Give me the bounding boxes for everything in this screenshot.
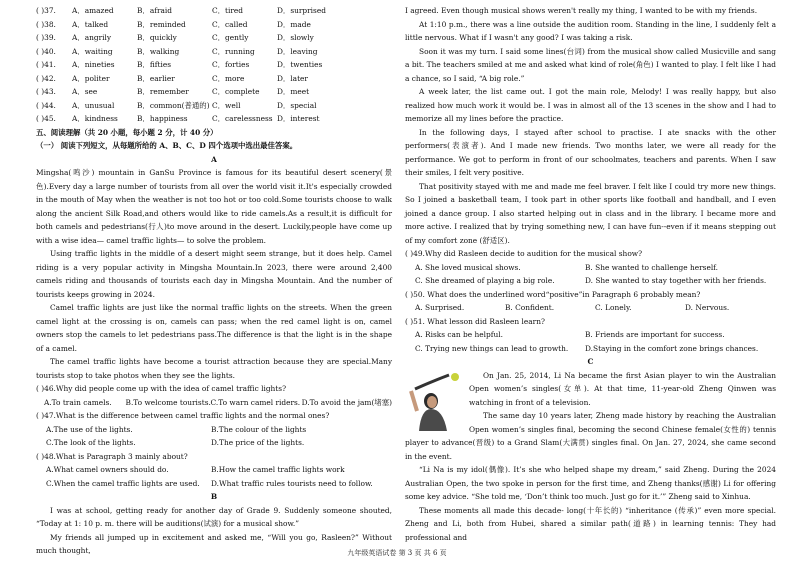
q49-option-c[interactable]: C. She dreamed of playing a big role.	[415, 276, 555, 285]
passage-a-para-2: Using traffic lights in the middle of a desert might seem strange, but it does help. Camel riding is a very popular activity in Mingsha Mountain.In 2023, there were around 2,400 camels riding and thousands of tourists each day in Mingsha Mountain. And the number of tourists keeps growing in 2024.	[36, 249, 392, 299]
question-47-options-ab	[36, 423, 392, 437]
question-51-options-cd	[405, 342, 776, 356]
cloze-question-number: ( )37.	[36, 6, 56, 15]
q50-option-b[interactable]: B. Confident.	[505, 303, 555, 312]
cloze-option-c[interactable]: C．carelessness	[212, 114, 273, 123]
cloze-option-a[interactable]: A．angrily	[72, 33, 112, 42]
cloze-option-b[interactable]: B．common(普通的)	[137, 100, 210, 110]
passage-b-para-3: At 1:10 p.m., there was a line outside the audition room. Standing in the line, I suddenly felt a little nervous. What if I wasn't any good? I was taking a risk.	[405, 19, 776, 42]
cloze-option-b[interactable]: B．happiness	[137, 114, 188, 123]
passage-a-para-3: Camel traffic lights are just like the normal traffic lights on the streets. When the green camel light at the crossing is on, camels can pass; when the red camel light is on, camel owners stop the camels to let pedestrians pass.The difference is that the light is in the shape of a camel.	[36, 303, 392, 353]
passage-c-para-1: On Jan. 25, 2014, Li Na became the first Asian player to win the Australian Open women’s singles(女单). At that time, 11-year-old Zheng Qinwen was watching in front of a television.	[469, 370, 776, 407]
cloze-option-b[interactable]: B．quickly	[137, 33, 177, 42]
q47-option-b[interactable]: B.The colour of the lights	[211, 424, 307, 434]
question-49: ( )49.Why did Rasleen decide to audition for the musical show?	[405, 249, 643, 258]
cloze-option-a[interactable]: A．unusual	[72, 100, 115, 110]
cloze-option-b[interactable]: B．remember	[137, 87, 189, 96]
passage-b-label: B	[210, 492, 218, 501]
cloze-question-row	[36, 72, 392, 86]
passage-b-para-7: That positivity stayed with me and made me feel braver. I felt like I could try more new things. So I joined a basketball team, I took part in other sports like football and handball, and I even joined a dance group. I also started helping out in class and in the library. I became more and more active. I realized that by trying something new, I can have fun--even if it means stepping out of my comfort zone (舒适区).	[405, 181, 776, 245]
passage-b-para-1: I was at school, getting ready for another day of Grade 9. Suddenly someone shouted, “Today at 1: 10 p. m. there will be auditions(试演) for a musical show.”	[36, 505, 392, 528]
q48-option-c[interactable]: C.When the camel traffic lights are used.	[46, 478, 200, 488]
cloze-question-row	[36, 4, 392, 18]
passage-b-para-5: A week later, the list came out. I got the main role, Melody! I was really happy, but also realized how much work it would be. I was in almost all of the 13 scenes in the show and I had to memorize all my lines before the practice.	[405, 87, 776, 123]
cloze-option-a[interactable]: A．amazed	[72, 6, 114, 15]
passage-b-para-6: In the following days, I stayed after school to practise. I ate snacks with the other performers(表演者). And I made new friends. Two months later, we were all ready for the performance. We got to perform in front of our schoolmates, teachers and parents. When I saw their smiles, I felt very positive.	[405, 127, 776, 177]
question-47-options-cd	[36, 436, 392, 450]
q51-option-a[interactable]: A. Risks can be helpful.	[415, 330, 503, 339]
cloze-option-a[interactable]: A．waiting	[72, 46, 113, 56]
cloze-question-number: ( )43.	[36, 87, 56, 96]
question-51-options-ab	[405, 328, 776, 342]
q47-option-d[interactable]: D.The price of the lights.	[211, 438, 305, 447]
question-50: ( )50. What does the underlined word“positive”in Paragraph 6 probably mean?	[405, 289, 701, 299]
passage-c-para-2: The same day 10 years later, Zheng made history by reaching the Australian Open women’s singles final, becoming the second Chinese female(女性的) tennis player to advance(晋级) to a Grand Slam(大满贯) singles final. On Jan. 27, 2024, she came second in the event.	[405, 411, 776, 461]
cloze-option-b[interactable]: B．earlier	[137, 73, 175, 83]
cloze-option-d[interactable]: D．later	[277, 73, 308, 83]
question-49-options-ab	[405, 261, 776, 275]
cloze-option-a[interactable]: A．see	[72, 87, 98, 96]
cloze-options	[36, 4, 392, 126]
cloze-option-d[interactable]: D．special	[277, 100, 317, 110]
question-46: ( )46.Why did people come up with the idea of camel traffic lights?	[36, 384, 287, 393]
q51-option-c[interactable]: C. Trying new things can lead to growth.	[415, 343, 569, 353]
cloze-question-row	[36, 31, 392, 45]
q46-option-a[interactable]: A.To train camels.	[44, 397, 112, 407]
passage-c-label: C	[587, 357, 594, 366]
question-49-options-cd	[405, 274, 776, 288]
q49-option-b[interactable]: B. She wanted to challenge herself.	[585, 262, 718, 272]
q48-option-a[interactable]: A.What camel owners should do.	[46, 465, 169, 474]
q46-option-d[interactable]: D.To avoid the jam(堵塞)	[301, 397, 392, 407]
cloze-option-d[interactable]: D．leaving	[277, 46, 318, 56]
question-46-options	[36, 396, 392, 410]
cloze-option-c[interactable]: C．well	[212, 100, 241, 110]
cloze-option-d[interactable]: D．twenties	[277, 60, 323, 69]
q46-option-c[interactable]: C.To warn camel riders.	[210, 397, 301, 407]
cloze-option-d[interactable]: D．slowly	[277, 33, 314, 42]
question-48-options-cd	[36, 477, 392, 491]
cloze-option-d[interactable]: D．made	[277, 19, 311, 29]
passage-a-para-4: The camel traffic lights have become a tourist attraction because they are special.Many tourists stop to take photos when they see the lights.	[36, 357, 392, 380]
cloze-question-row	[36, 58, 392, 72]
cloze-option-c[interactable]: C．more	[212, 73, 245, 83]
q51-option-b[interactable]: B. Friends are important for success.	[585, 330, 725, 339]
cloze-question-number: ( )41.	[36, 60, 56, 69]
cloze-question-row	[36, 99, 392, 113]
question-48: ( )48.What is Paragraph 3 mainly about?	[36, 451, 188, 461]
q48-option-d[interactable]: D.What traffic rules tourists need to follow.	[211, 478, 373, 488]
cloze-option-a[interactable]: A．talked	[72, 19, 109, 29]
cloze-option-b[interactable]: B．reminded	[137, 19, 186, 29]
q47-option-c[interactable]: C.The look of the lights.	[46, 438, 136, 447]
question-50-options	[405, 301, 776, 315]
passage-a-para-1: Mingsha(鸣沙) mountain in GanSu Province is famous for its beautiful desert scenery(景色).Every day a large number of tourists from all over the world visit it.It's especially crowded in the mouth of May when the weather is not too hot or too cold.Some tourists choose to walk along the ancient Silk Road,and others would like to ride camels.As a result,it is difficult for both camels and pedestrians(行人)to move around in the desert. Luckily,people have come up with a wise idea— camel traffic lights— to solve the problem.	[36, 168, 392, 245]
section-instruction: （一） 阅读下列短文，从每题所给的 A、B、C、D 四个选项中选出最佳答案。	[36, 141, 298, 150]
question-48-options-ab	[36, 463, 392, 477]
section-title: 五、阅读理解（共 20 小题，每小题 2 分，计 40 分）	[36, 127, 218, 137]
q50-option-d[interactable]: D. Nervous.	[685, 303, 730, 312]
question-47: ( )47.What is the difference between camel traffic lights and the normal ones?	[36, 411, 330, 420]
cloze-question-number: ( )38.	[36, 19, 56, 29]
cloze-question-row	[36, 45, 392, 59]
cloze-question-row	[36, 112, 392, 126]
cloze-option-d[interactable]: D．meet	[277, 87, 310, 96]
q47-option-a[interactable]: A.The use of the lights.	[46, 424, 133, 434]
q50-option-c[interactable]: C. Lonely.	[595, 303, 632, 312]
cloze-option-c[interactable]: C．running	[212, 46, 255, 56]
cloze-option-c[interactable]: C．forties	[212, 60, 250, 69]
cloze-option-b[interactable]: B．afraid	[137, 6, 172, 15]
passage-b-para-2-cont: I agreed. Even though musical shows weren't really my thing, I wanted to be with my friends.	[405, 6, 758, 15]
q48-option-b[interactable]: B.How the camel traffic lights work	[211, 465, 345, 474]
passage-b-para-4: Soon it was my turn. I said some lines(台词) from the musical show called Musicville and sang a bit. The teachers smiled at me and asked what kind of role(角色) I wanted to play. I felt like I had a chance, so I said, “A big role.”	[405, 46, 776, 83]
passage-c-para-4: These moments all made this decade- long(十年长的) “inheritance (传承)” even more special. Zheng and Li, both from Hubei, shared a similar path(道路) in learning tennis: They had professional and	[405, 505, 776, 542]
tennis-ball-icon	[451, 373, 459, 381]
q49-option-d[interactable]: D. She wanted to stay together with her friends.	[585, 276, 767, 285]
passage-c-para-3: “Li Na is my idol(偶像). It’s she who helped shape my dream,” said Zheng. During the 2024 Australian Open, the two spoke in person for the first time, and Zheng thanks(感谢) Li for offering some key advice. “She told me, ‘Don’t think too much. Just go for it.’” Zheng said to Xinhua.	[405, 465, 776, 501]
cloze-option-c[interactable]: C．gently	[212, 33, 249, 42]
cloze-option-c[interactable]: C．tired	[212, 6, 244, 15]
cloze-question-number: ( )39.	[36, 33, 56, 42]
passage-a-label: A	[211, 154, 217, 164]
cloze-question-number: ( )40.	[36, 46, 56, 56]
cloze-question-number: ( )45.	[36, 114, 56, 123]
cloze-option-c[interactable]: C．complete	[212, 87, 260, 96]
cloze-option-b[interactable]: B．walking	[137, 46, 180, 56]
cloze-option-d[interactable]: D．interest	[277, 114, 320, 123]
q51-option-d[interactable]: D.Staying in the comfort zone brings chances.	[585, 343, 759, 353]
q46-option-b[interactable]: B.To welcome tourists.	[125, 397, 211, 407]
passage-c-body	[405, 369, 776, 545]
cloze-option-a[interactable]: A．politer	[72, 73, 110, 83]
cloze-question-number: ( )44.	[36, 100, 56, 110]
tennis-player-photo	[405, 371, 463, 431]
cloze-question-row	[36, 85, 392, 99]
cloze-option-c[interactable]: C．called	[212, 19, 248, 29]
page-footer: 九年级英语试卷 第 3 页 共 6 页	[347, 549, 447, 557]
cloze-option-a[interactable]: A．nineties	[72, 60, 115, 69]
right-column	[405, 4, 776, 544]
q50-option-a[interactable]: A. Surprised.	[415, 303, 465, 312]
cloze-option-a[interactable]: A．kindness	[72, 114, 118, 123]
left-column	[36, 4, 392, 558]
q49-option-a[interactable]: A. She loved musical shows.	[415, 262, 521, 272]
cloze-option-b[interactable]: B．fifties	[137, 60, 171, 69]
question-51: ( )51. What lesson did Rasleen learn?	[405, 316, 545, 326]
cloze-question-number: ( )42.	[36, 73, 56, 83]
passage-b-para-2: My friends all jumped up in excitement and asked me, “Will you go, Rasleen?” Without much thought,	[36, 532, 392, 555]
cloze-question-row	[36, 18, 392, 32]
cloze-option-d[interactable]: D．surprised	[277, 6, 326, 15]
